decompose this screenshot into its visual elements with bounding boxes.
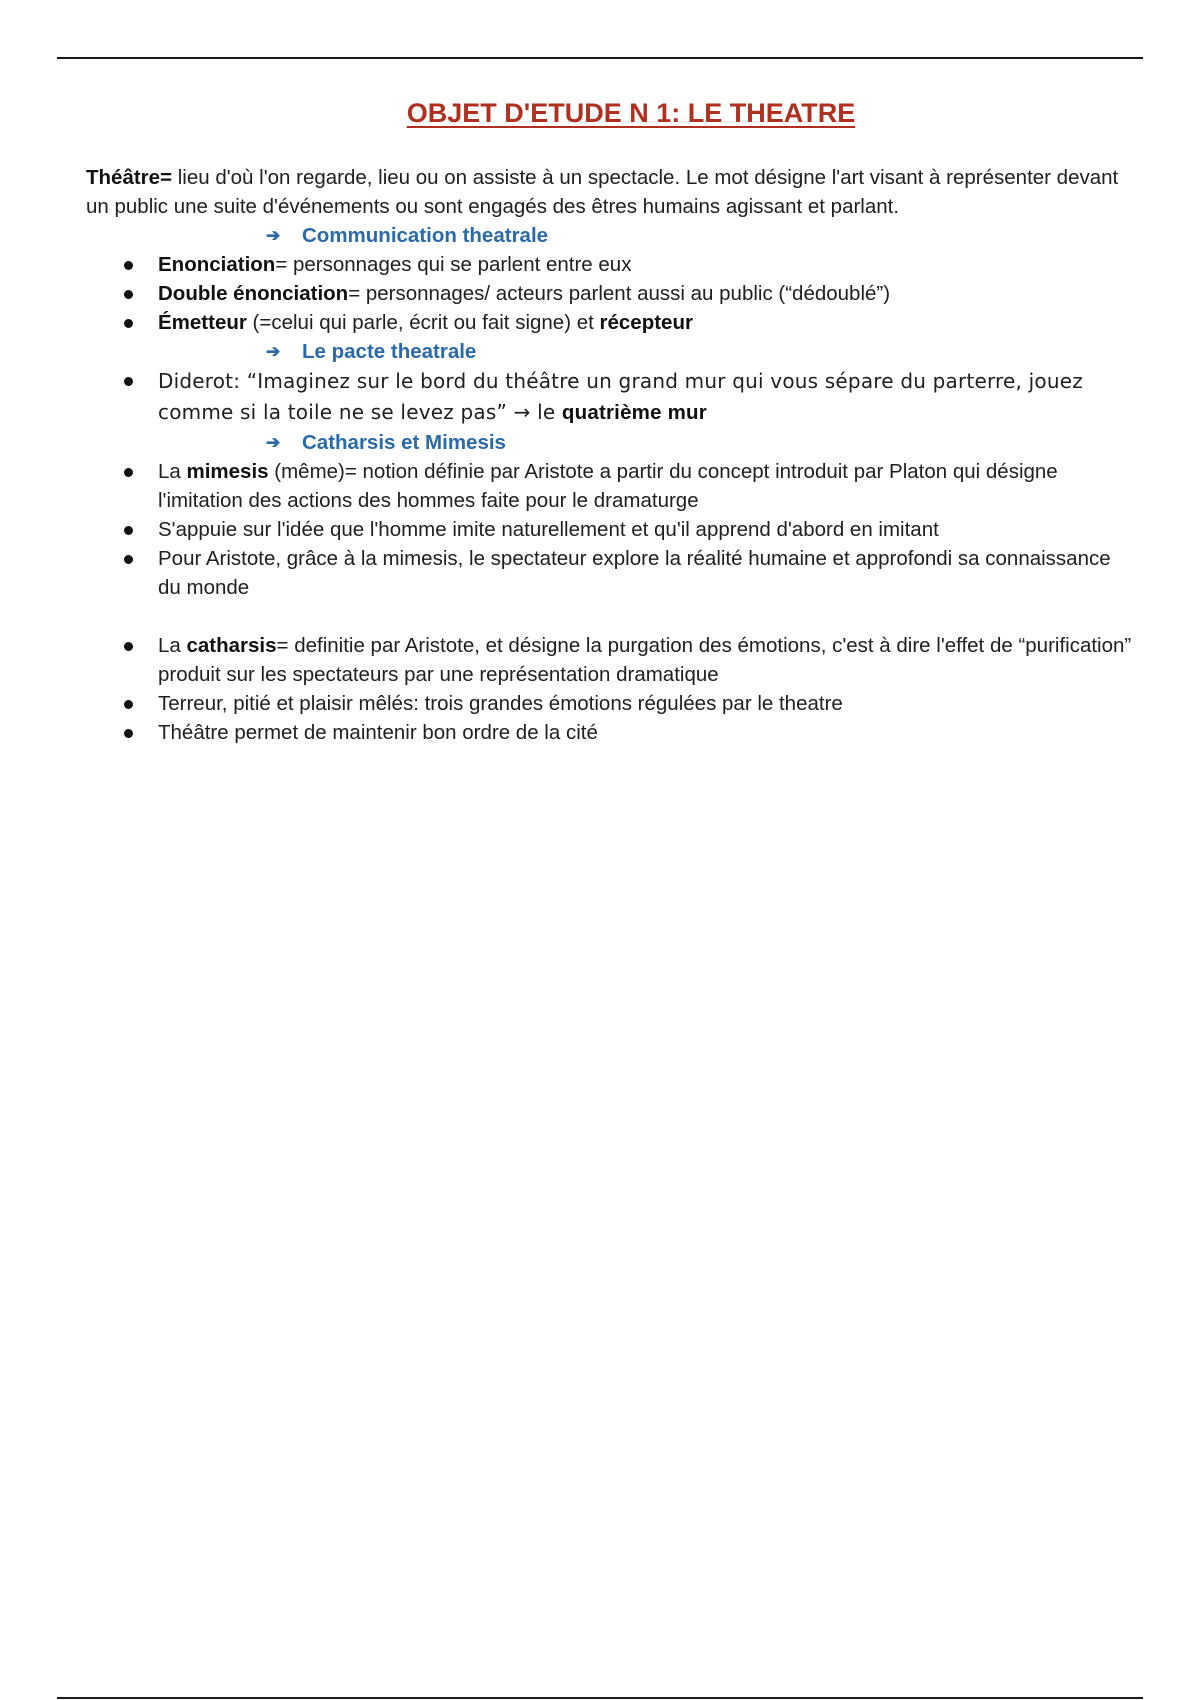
bullet-icon [124, 642, 133, 651]
page-title: OBJET D'ETUDE N 1: LE THEATRE [406, 98, 856, 128]
document-body [86, 98, 1136, 747]
top-rule [57, 57, 1143, 59]
section-heading-catharsis [266, 428, 1136, 457]
intro-text: lieu d'où l'on regarde, lieu ou on assiste à un spectacle. Le mot désigne l'art visant à représenter devant un public une suite d'événements ou sont engagés des êtres humains agissant et parlant. [86, 166, 1119, 218]
list-item [86, 689, 1136, 718]
bullet-list-catharsis [86, 457, 1136, 602]
section-heading-label: Catharsis et Mimesis [302, 431, 506, 454]
bullet-icon [124, 729, 133, 738]
item-text: (=celui qui parle, écrit ou fait signe) et [246, 311, 600, 334]
list-item [86, 631, 1136, 689]
list-item [86, 544, 1136, 602]
bullet-icon [124, 290, 133, 299]
intro-term: Théâtre= [86, 166, 173, 189]
arrow-right-icon: ➔ [266, 433, 281, 452]
list-item [86, 366, 1136, 428]
item-text: Pour Aristote, grâce à la mimesis, le spectateur explore la réalité humaine et approfondi sa connaissance du monde [158, 547, 1111, 599]
bold-term: mimesis [186, 460, 269, 483]
bold-term: quatrième mur [561, 401, 707, 424]
item-text: (même)= notion définie par Aristote a partir du concept introduit par Platon qui désigne l'imitation des actions des hommes faite pour le dramaturge [158, 460, 1058, 512]
arrow-right-icon: ➔ [266, 342, 281, 361]
section-heading-communication [266, 221, 1136, 250]
list-item [86, 250, 1136, 279]
item-text: Diderot: “Imaginez sur le bord du théâtre un grand mur qui vous sépare du parterre, jouez comme si la toile ne se levez pas” → le [158, 369, 1083, 424]
bold-term: catharsis [186, 634, 277, 657]
item-text: Terreur, pitié et plaisir mêlés: trois grandes émotions régulées par le theatre [158, 692, 843, 715]
item-text: = definitie par Aristote, et désigne la purgation des émotions, c'est à dire l'effet de “purification” produit sur les spectateurs par une représentation dramatique [158, 634, 1132, 686]
list-item [86, 457, 1136, 515]
bold-term: récepteur [599, 311, 693, 334]
section-heading-pacte [266, 337, 1136, 366]
section-heading-label: Le pacte theatrale [302, 340, 477, 363]
bullet-icon [124, 468, 133, 477]
bullet-list-pacte [86, 366, 1136, 428]
spacer [86, 602, 1136, 631]
bullet-icon [124, 261, 133, 270]
item-text: La [158, 634, 187, 657]
bottom-rule [57, 1697, 1143, 1699]
list-item [86, 718, 1136, 747]
list-item [86, 308, 1136, 337]
bold-term: Enonciation [158, 253, 276, 276]
item-text: Théâtre permet de maintenir bon ordre de la cité [158, 721, 598, 744]
section-heading-label: Communication theatrale [302, 224, 549, 247]
list-item [86, 515, 1136, 544]
item-text: = personnages/ acteurs parlent aussi au public (“dédoublé”) [348, 282, 891, 305]
arrow-right-icon: ➔ [266, 226, 281, 245]
bullet-icon [124, 319, 133, 328]
bold-term: Émetteur [158, 311, 247, 334]
bullet-list-communication [86, 250, 1136, 337]
bullet-icon [124, 377, 133, 386]
intro-paragraph [86, 163, 1136, 221]
item-text: La [158, 460, 187, 483]
bullet-list-catharsis-continued [86, 631, 1136, 747]
bold-term: Double énonciation [158, 282, 349, 305]
list-item [86, 279, 1136, 308]
bullet-icon [124, 526, 133, 535]
bullet-icon [124, 555, 133, 564]
item-text: S'appuie sur l'idée que l'homme imite naturellement et qu'il apprend d'abord en imitant [158, 518, 939, 541]
bullet-icon [124, 700, 133, 709]
item-text: = personnages qui se parlent entre eux [275, 253, 632, 276]
